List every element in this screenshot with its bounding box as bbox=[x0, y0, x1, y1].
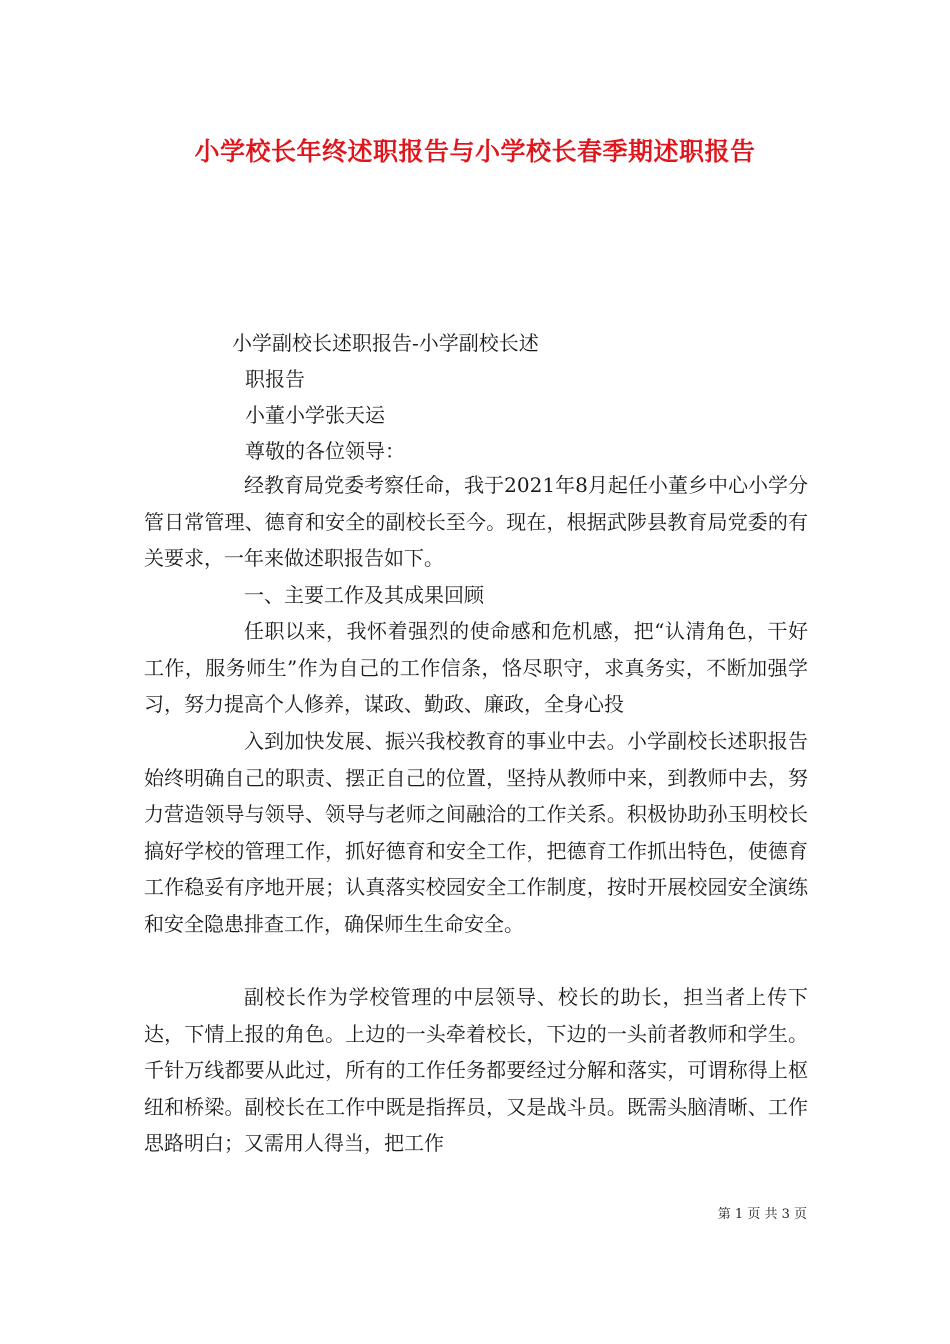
paragraph-vice-principal-role: 副校长作为学校管理的中层领导、校长的助长，担当者上传下达，下情上报的角色。上边的一头牵着校长，下边的一头前者教师和学生。千针万线都要从此过，所有的工作任务都要经过分解和落实，可谓称得上枢纽和桥梁。副校长在工作中既是指挥员，又是战斗员。既需头脑清晰、工作思路明白；又需用人得当，把工作 bbox=[144, 985, 808, 1156]
report-heading-line-2: 职报告 bbox=[245, 367, 305, 391]
salutation: 尊敬的各位领导： bbox=[245, 439, 405, 463]
paragraph-work-attitude: 任职以来，我怀着强烈的使命感和危机感，把“认清角色，干好工作，服务师生”作为自己的工作信条，恪尽职守，求真务实，不断加强学习，努力提高个人修养，谋政、勤政、廉政，全身心投 bbox=[144, 619, 808, 717]
paragraph-responsibilities: 入到加快发展、振兴我校教育的事业中去。小学副校长述职报告始终明确自己的职责、摆正自己的位置，坚持从教师中来，到教师中去，努力营造领导与领导、领导与老师之间融洽的工作关系。积极协助孙玉明校长搞好学校的管理工作，抓好德育和安全工作，把德育工作抓出特色，使德育工作稳妥有序地开展；认真落实校园安全工作制度，按时开展校园安全演练和安全隐患排查工作，确保师生生命安全。 bbox=[144, 729, 808, 936]
paragraph-appointment: 经教育局党委考察任命，我于2021年8月起任小董乡中心小学分管日常管理、德育和安全的副校长至今。现在，根据武陟县教育局党委的有关要求，一年来做述职报告如下。 bbox=[144, 473, 808, 571]
document-title: 小学校长年终述职报告与小学校长春季期述职报告 bbox=[194, 137, 756, 166]
author-line: 小董小学张天运 bbox=[245, 403, 385, 427]
section-heading-review: 一、主要工作及其成果回顾 bbox=[244, 583, 484, 607]
report-heading-line-1: 小学副校长述职报告-小学副校长述 bbox=[232, 331, 539, 355]
page-number: 第 1 页 共 3 页 bbox=[717, 1207, 807, 1222]
